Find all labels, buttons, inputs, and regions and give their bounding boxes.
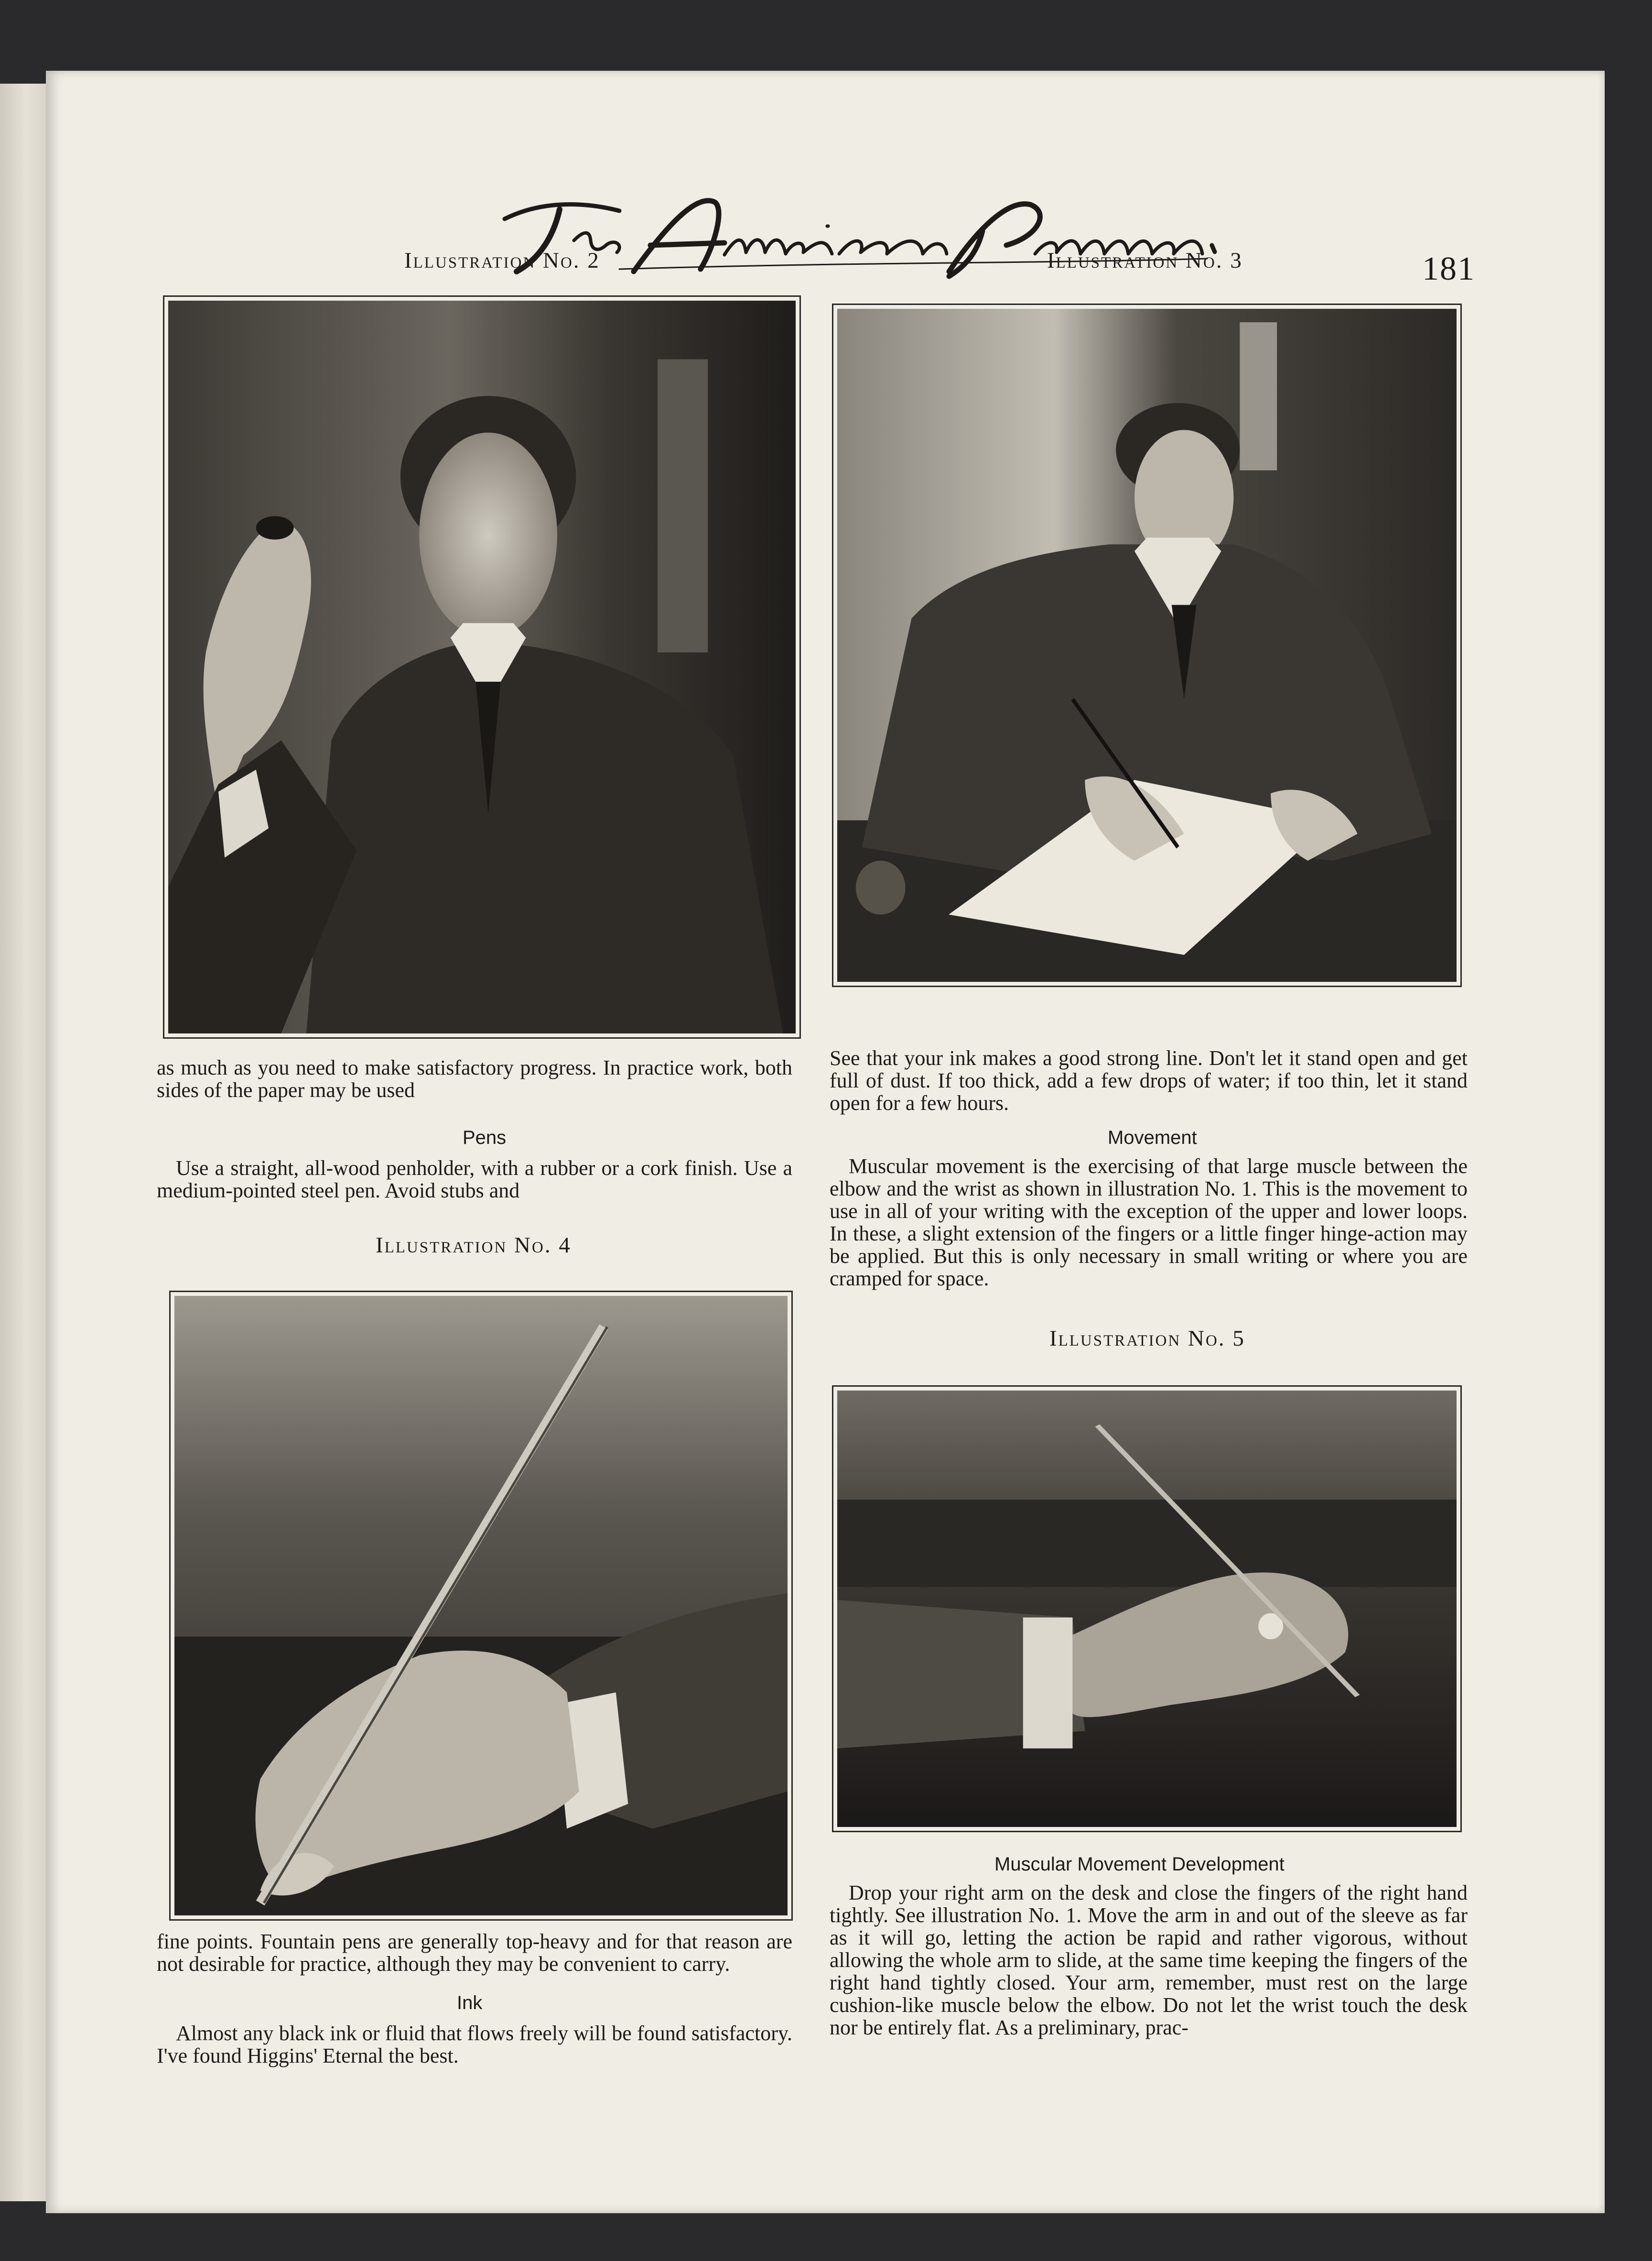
heading-movement: Movement <box>1108 1127 1197 1148</box>
left-para-ink: Almost any black ink or fluid that flows freely will be found satisfactory. I've found Higgins' Eternal the best. <box>157 2022 792 2067</box>
illustration-5-photo <box>832 1385 1462 1832</box>
man-writing-at-desk-image <box>837 309 1457 982</box>
magazine-page <box>46 71 1605 2213</box>
illustration-4-photo <box>169 1291 793 1921</box>
illustration-4-caption: Illustration No. 4 <box>376 1233 572 1258</box>
right-para-ink: See that your ink makes a good strong line. Don't let it stand open and get full of dust. If too thick, add a few drops of water; if too thin, let it stand open for a few hours. <box>830 1046 1468 1115</box>
illustration-3-photo <box>832 304 1462 987</box>
hand-holding-penholder-image <box>174 1296 788 1915</box>
right-para-movement: Muscular movement is the exercising of that large muscle between the elbow and the wrist as shown in illustration No. 1. This is the movement to use in all of your writing with the exception of the upper and lower loops. In these, a slight extension of the fingers or a little finger hinge-action may be applied. But this is only necessary in small writing or where you are cramped for space. <box>830 1154 1468 1290</box>
illustration-2-caption: Illustration No. 2 <box>404 248 600 273</box>
portrait-holding-pen-image <box>168 301 796 1033</box>
previous-page-edge <box>0 84 48 2201</box>
left-para-practice: as much as you need to make satisfactory progress. In practice work, both sides of the paper may be used <box>157 1056 792 1102</box>
left-para-pens: Use a straight, all-wood penholder, with a rubber or a cork finish. Use a medium-pointed steel pen. Avoid stubs and <box>157 1156 792 1202</box>
page-number: 181 <box>1422 250 1475 287</box>
illustration-2-photo <box>163 295 801 1039</box>
heading-ink: Ink <box>457 1992 483 2013</box>
left-para-fine-points: fine points. Fountain pens are generally top-heavy and for that reason are not desirable for practice, although they may be convenient to carry. <box>157 1930 792 1976</box>
heading-muscular-movement: Muscular Movement Development <box>994 1854 1285 1875</box>
muscular-movement-hand-image <box>837 1391 1457 1827</box>
illustration-5-caption: Illustration No. 5 <box>1049 1326 1245 1351</box>
heading-pens: Pens <box>463 1127 507 1148</box>
illustration-3-caption: Illustration No. 3 <box>1047 248 1243 273</box>
right-para-muscular: Drop your right arm on the desk and close the fingers of the right hand tightly. See illustration No. 1. Move the arm in and out of the sleeve as far as it will go, letting the action be rapid and rather vigorous, without allowing the whole arm to slide, at the same time keeping the fingers of the right hand tightly closed. Your arm, remember, must rest on the large cushion-like muscle below the elbow. Do not let the wrist touch the desk nor be entirely flat. As a preliminary, prac- <box>830 1881 1468 2039</box>
